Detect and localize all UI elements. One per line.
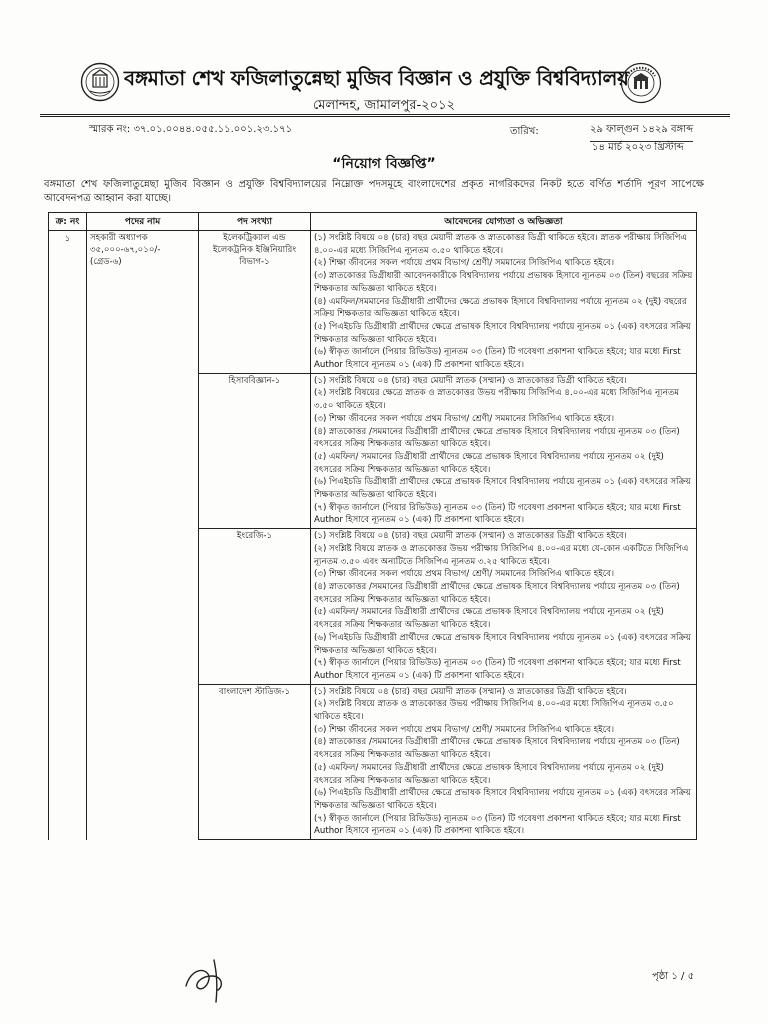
department-name: বাংলাদেশ স্টাডিজ-১ <box>218 686 291 697</box>
recruitment-table <box>48 212 697 840</box>
requirement-item: (৩) স্নাতকোত্তর ডিগ্রীধারী আবেদনকারীকে বিশ্ববিদ্যালয় পর্যায়ে প্রভাষক হিসাবে ন্যূনতম ০৩ (তিন) বছরের সক্রিয় শিক্ষকতার অভিজ্ঞতা থাকিতে হইবে। <box>314 271 693 294</box>
requirement-item: (৬) পিএইচডি ডিগ্রীধারী প্রার্থীদের ক্ষেত্রে প্রভাষক হিসাবে বিশ্ববিদ্যালয় পর্যায়ে ন্যূনতম ০১ (এক) বৎসরের সক্রিয় শিক্ষকতার অভিজ্ঞতা থাকিতে হইবে। <box>314 477 691 501</box>
requirements-cell <box>311 684 697 839</box>
requirements-cell <box>311 231 697 374</box>
header-post-name: পদের নাম <box>87 213 199 231</box>
table-row <box>49 231 697 374</box>
requirement-item: (১) সংশ্লিষ্ট বিষয়ে ০৪ (চার) বছর মেয়াদী স্নাতক ও স্নাতকোত্তর ডিগ্রী থাকিতে হইবে। স্নাতক পরীক্ষায় সিজিপিএ ৪.০০-এর মধ্যে সিজিপিএ ন্যূনতম ৩.৫০ থাকিতে হইবে। <box>314 233 687 256</box>
requirement-item: (২) সংশ্লিষ্ট বিষয়ের ক্ষেত্রে স্নাতক ও স্নাতকোত্তর উভয় পরীক্ষায় সিজিপিএ ৪.০০-এর মধ্যে সিজিপিএ ন্যূনতম ৩.৫০ থাকিতে হইবে। <box>314 388 680 412</box>
university-name: বঙ্গমাতা শেখ ফজিলাতুন্নেছা মুজিব বিজ্ঞান ও প্রযুক্তি বিশ্ববিদ্যালয় <box>124 66 629 90</box>
requirement-item: (৫) পিএইচডি ডিগ্রীধারী প্রার্থীদের ক্ষেত্রে প্রভাষক হিসাবে বিশ্ববিদ্যালয় পর্যায়ে ন্যূনতম ০১ (এক) বৎসরের সক্রিয় শিক্ষকতার অভিজ্ঞতা থাকিতে হইবে। <box>314 321 691 345</box>
department-name: হিসাববিজ্ঞান-১ <box>228 375 281 386</box>
requirements-cell <box>311 529 697 684</box>
header-requirements: আবেদনের যোগ্যতা ও অভিজ্ঞতা <box>311 213 697 231</box>
header-divider-double <box>40 116 730 117</box>
requirement-item: (৬) পিএইচডি ডিগ্রীধারী প্রার্থীদের ক্ষেত্রে প্রভাষক হিসাবে বিশ্ববিদ্যালয় পর্যায়ে ন্যূনতম ০১ (এক) বৎসরের সক্রিয় শিক্ষকতার অভিজ্ঞতা থাকিতে হইবে। <box>314 788 691 811</box>
requirement-item: (৩) শিক্ষা জীবনের সকল পর্যায়ে প্রথম বিভাগ/ শ্রেণী/ সমমানের সিজিপিএ থাকিতে হইবে। <box>314 569 615 580</box>
table-header-row <box>49 213 697 231</box>
requirements-cell <box>311 373 697 528</box>
requirement-item: (২) সংশ্লিষ্ট বিষয়ে স্নাতক ও স্নাতকোত্তর উভয় পরীক্ষায় সিজিপিএ ৪.০০-এর মধ্যে সিজিপিএ ন্যূনতম ৩.৫০ থাকিতে হইবে। <box>314 699 674 723</box>
department-name: ইংরেজি-১ <box>236 531 273 542</box>
requirement-item: (১) সংশ্লিষ্ট বিষয়ে ০৪ (চার) বছর মেয়াদী স্নাতক (সম্মান) ও স্নাতকোত্তর ডিগ্রী থাকিতে হইবে। <box>314 531 627 542</box>
department-cell <box>199 231 311 374</box>
post-name-line: ৩৫,০০০-৬৭,০১০/- <box>90 245 161 255</box>
header-divider <box>40 114 730 115</box>
requirement-item: (৪) স্নাতকোত্তর /সমমানের ডিগ্রীধারী প্রার্থীদের ক্ষেত্রে প্রভাষক হিসাবে বিশ্ববিদ্যালয় পর্যায়ে ন্যূনতম ০৩ (তিন) বৎসরের সক্রিয় শিক্ষকতার অভিজ্ঞতা থাকিতে হইবে। <box>314 426 680 450</box>
date-gregorian-calendar: ১৪ মার্চ ২০২৩ খ্রিস্টাব্দ <box>592 142 684 153</box>
department-cell <box>199 373 311 528</box>
requirement-item: (১) সংশ্লিষ্ট বিষয়ে ০৪ (চার) বছর মেয়াদী স্নাতক (সম্মান) ও স্নাতকোত্তর ডিগ্রী থাকিতে হইবে। <box>314 375 627 386</box>
header-serial: ক্র: নং <box>49 213 87 231</box>
signature-icon <box>178 952 238 1008</box>
requirement-item: (২) সংশ্লিষ্ট বিষয়ে স্নাতক ও স্নাতকোত্তর উভয় পরীক্ষায় সিজিপিএ ৪.০০-এর মধ্যে যে-কোন একটিতে সিজিপিএ ন্যূনতম ৩.৫০ এবং অন্যটিতে সিজিপিএ ন্যূনতম ৩.২৫ থাকিতে হইবে। <box>314 543 689 567</box>
requirement-item: (৪) স্নাতকোত্তর /সমমানের ডিগ্রীধারী প্রার্থীদের ক্ষেত্রে প্রভাষক হিসাবে বিশ্ববিদ্যালয় পর্যায়ে ন্যূনতম ০৩ (তিন) বৎসরের সক্রিয় শিক্ষকতার অভিজ্ঞতা থাকিতে হইবে। <box>314 737 680 761</box>
memo-number: স্মারক নং: ৩৭.০১.০০৪৪.০৫৫.১১.০০১.২৩.১৭১ <box>89 124 293 135</box>
requirement-item: (৬) স্বীকৃত জার্নালে (পিয়ার রিভিউড) ন্যূনতম ০৩ (তিন) টি গবেষণা প্রকাশনা থাকিতে হইবে; যার মধ্যে First Author হিসাবে ন্যূনতম ০১ (এক) টি প্রকাশনা থাকিতে হইবে। <box>314 347 681 371</box>
requirement-item: (৭) স্বীকৃত জার্নালে (পিয়ার রিভিউড) ন্যূনতম ০৩ (তিন) টি গবেষণা প্রকাশনা থাকিতে হইবে; যার মধ্যে First Author হিসাবে ন্যূনতম ০১ (এক) টি প্রকাশনা থাকিতে হইবে। <box>314 502 681 526</box>
department-cell <box>199 684 311 839</box>
university-address: মেলান্দহ, জামালপুর-২০১২ <box>312 98 455 113</box>
date-label: তারিখ: <box>510 126 539 137</box>
header-post-count: পদ সংখ্যা <box>199 213 311 231</box>
requirement-item: (৩) শিক্ষা জীবনের সকল পর্যায়ে প্রথম বিভাগ/ শ্রেণী/ সমমানের সিজিপিএ থাকিতে হইবে। <box>314 724 615 735</box>
requirement-item: (৪) এমফিল/সমমানের ডিগ্রীধারী প্রার্থীদের ক্ষেত্রে প্রভাষক হিসাবে বিশ্ববিদ্যালয় পর্যায়ে ন্যূনতম ০২ (দুই) বছরের সক্রিয় শিক্ষকতার অভিজ্ঞতা থাকিতে হইবে। <box>314 296 687 320</box>
requirement-item: (৭) স্বীকৃত জার্নালে (পিয়ার রিভিউড) ন্যূনতম ০৩ (তিন) টি গবেষণা প্রকাশনা থাকিতে হইবে; যার মধ্যে First Author হিসাবে ন্যূনতম ০১ (এক) টি প্রকাশনা থাকিতে হইবে। <box>314 658 681 681</box>
requirement-item: (৩) শিক্ষা জীবনের সকল পর্যায়ে প্রথম বিভাগ/ শ্রেণী/ সমমানের সিজিপিএ থাকিতে হইবে। <box>314 413 615 424</box>
department-cell <box>199 529 311 684</box>
notice-title: “নিয়োগ বিজ্ঞপ্তি” <box>332 156 436 172</box>
requirement-item: (৫) এমফিল/ সমমানের ডিগ্রীধারী প্রার্থীদের ক্ষেত্রে প্রভাষক হিসাবে বিশ্ববিদ্যালয় পর্যায়ে ন্যূনতম ০২ (দুই) বৎসরের সক্রিয় শিক্ষকতার অভিজ্ঞতা থাকিতে হইবে। <box>314 607 664 631</box>
requirement-item: (১) সংশ্লিষ্ট বিষয়ে ০৪ (চার) বছর মেয়াদী স্নাতক (সম্মান) ও স্নাতকোত্তর ডিগ্রী থাকিতে হইবে। <box>314 686 627 697</box>
serial-cell: ১ <box>49 231 87 840</box>
requirement-item: (৫) এমফিল/ সমমানের ডিগ্রীধারী প্রার্থীদের ক্ষেত্রে প্রভাষক হিসাবে বিশ্ববিদ্যালয় পর্যায়ে ন্যূনতম ০২ (দুই) বৎসরের সক্রিয় শিক্ষকতার অভিজ্ঞতা থাকিতে হইবে। <box>314 451 664 475</box>
date-bengali-calendar: ২৯ ফাল্গুন ১৪২৯ বঙ্গাব্দ <box>590 122 693 142</box>
page-number: পৃষ্ঠা ১ / ৫ <box>652 971 695 982</box>
requirement-item: (৫) এমফিল/ সমমানের ডিগ্রীধারী প্রার্থীদের ক্ষেত্রে প্রভাষক হিসাবে বিশ্ববিদ্যালয় পর্যায়ে ন্যূনতম ০২ (দুই) বৎসরের সক্রিয় শিক্ষকতার অভিজ্ঞতা থাকিতে হইবে। <box>314 762 664 786</box>
requirement-item: (৪) স্নাতকোত্তর /সমমানের ডিগ্রীধারী প্রার্থীদের ক্ষেত্রে প্রভাষক হিসাবে বিশ্ববিদ্যালয় পর্যায়ে ন্যূনতম ০৩ (তিন) বৎসরের সক্রিয় শিক্ষকতার অভিজ্ঞতা থাকিতে হইবে। <box>314 581 680 605</box>
requirement-item: (২) শিক্ষা জীবনের সকল পর্যায়ে প্রথম বিভাগ/ শ্রেণী/ সমমানের সিজিপিএ থাকিতে হইবে। <box>314 258 615 269</box>
post-name-line: সহকারী অধ্যাপক <box>90 233 148 243</box>
requirement-item: (৬) পিএইচডি ডিগ্রীধারী প্রার্থীদের ক্ষেত্রে প্রভাষক হিসাবে বিশ্ববিদ্যালয় পর্যায়ে ন্যূনতম ০১ (এক) বৎসরের সক্রিয় শিক্ষকতার অভিজ্ঞতা থাকিতে হইবে। <box>314 632 691 656</box>
notice-intro: বঙ্গমাতা শেখ ফজিলাতুন্নেছা মুজিব বিজ্ঞান ও প্রযুক্তি বিশ্ববিদ্যালয়ের নিম্নোক্ত পদসমূহে বাংলাদেশের প্রকৃত নাগরিকদের নিকট হতে বর্ণিত শর্তাদি পূরণ সাপেক্ষে আবেদনপত্র আহ্বান করা যাচ্ছে। <box>44 179 704 204</box>
post-name-line: (গ্রেড-৬) <box>90 257 122 267</box>
requirement-item: (৭) স্বীকৃত জার্নালে (পিয়ার রিভিউড) ন্যূনতম ০৩ (তিন) টি গবেষণা প্রকাশনা থাকিতে হইবে; যার মধ্যে First Author হিসাবে ন্যূনতম ০১ (এক) টি প্রকাশনা থাকিতে হইবে। <box>314 813 681 837</box>
post-name-cell <box>87 231 199 840</box>
department-name: ইলেকট্রিক্যাল এন্ড ইলেকট্রনিক ইঞ্জিনিয়ারিং বিভাগ-১ <box>212 233 297 267</box>
